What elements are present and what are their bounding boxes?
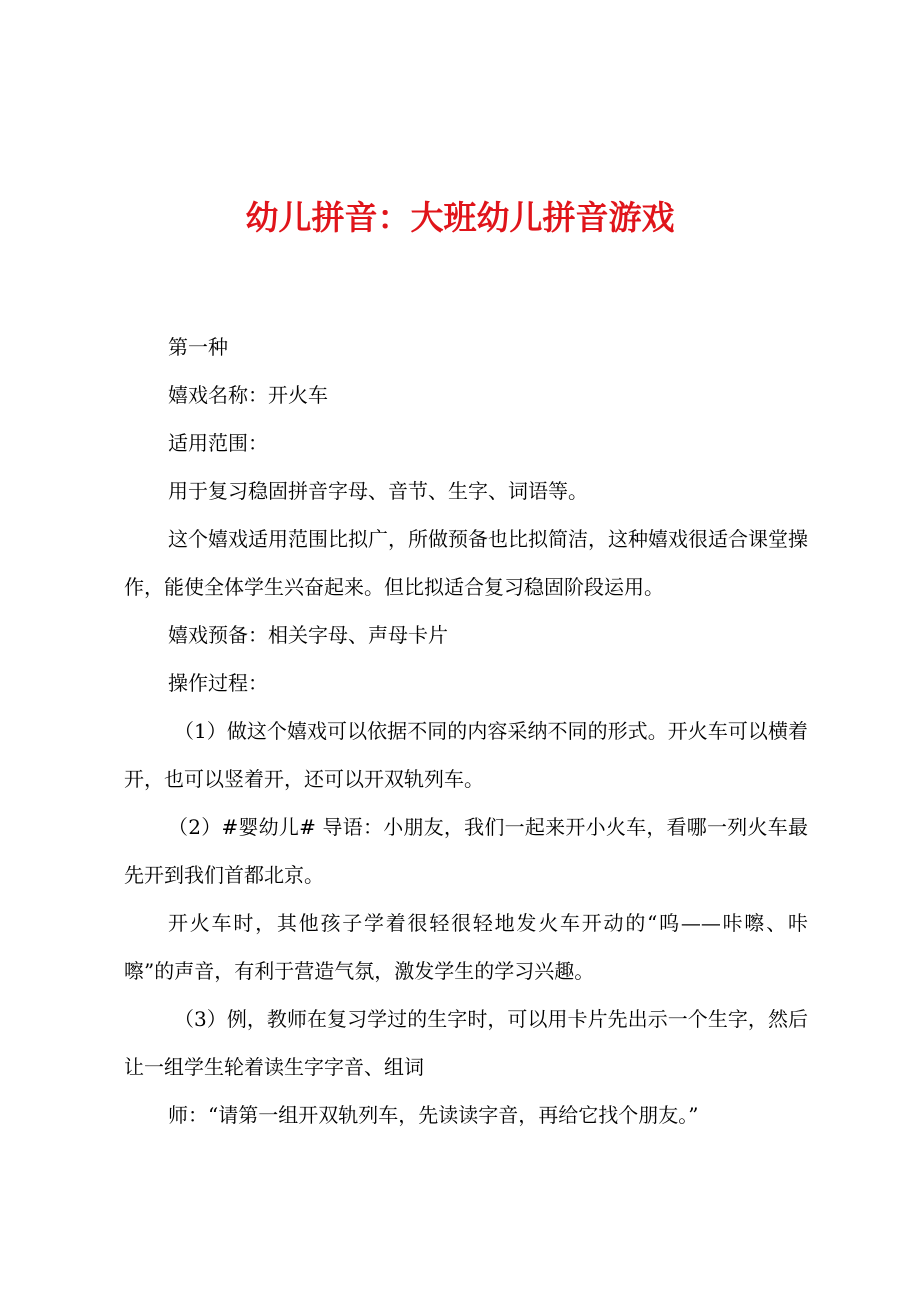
paragraph-train-sound: 开火车时，其他孩子学着很轻很轻地发火车开动的“呜——咔嚓、咔嚓”的声音，有利于营造气氛，激发学生的学习兴趣。 [124, 911, 808, 983]
paragraph-step-2: （2）#婴幼儿# 导语：小朋友，我们一起来开小火车，看哪一列火车最先开到我们首都北京。 [124, 815, 808, 887]
paragraph-step-1: （1）做这个嬉戏可以依据不同的内容采纳不同的形式。开火车可以横着开，也可以竖着开，还可以开双轨列车。 [124, 719, 808, 791]
paragraph-teacher-quote: 师：“请第一组开双轨列车，先读读字音，再给它找个朋友。” [168, 1103, 699, 1127]
paragraph-scope-detail: 用于复习稳固拼音字母、音节、生字、词语等。 [168, 479, 588, 503]
paragraph-scope-label: 适用范围： [168, 431, 268, 455]
paragraph-step-3: （3）例，教师在复习学过的生字时，可以用卡片先出示一个生字，然后让一组学生轮着读生字字音、组词 [124, 1007, 808, 1079]
paragraph-procedure-label: 操作过程： [168, 671, 268, 695]
paragraph-scope-explanation: 这个嬉戏适用范围比拟广，所做预备也比拟简洁，这种嬉戏很适合课堂操作，能使全体学生兴奋起来。但比拟适合复习稳固阶段运用。 [124, 527, 808, 599]
document-body [124, 323, 808, 1139]
paragraph-game-name: 嬉戏名称：开火车 [168, 383, 328, 407]
paragraph-preparation: 嬉戏预备：相关字母、声母卡片 [168, 623, 448, 647]
paragraph-section-heading: 第一种 [168, 335, 228, 359]
document-title: 幼儿拼音：大班幼儿拼音游戏 [245, 198, 675, 237]
